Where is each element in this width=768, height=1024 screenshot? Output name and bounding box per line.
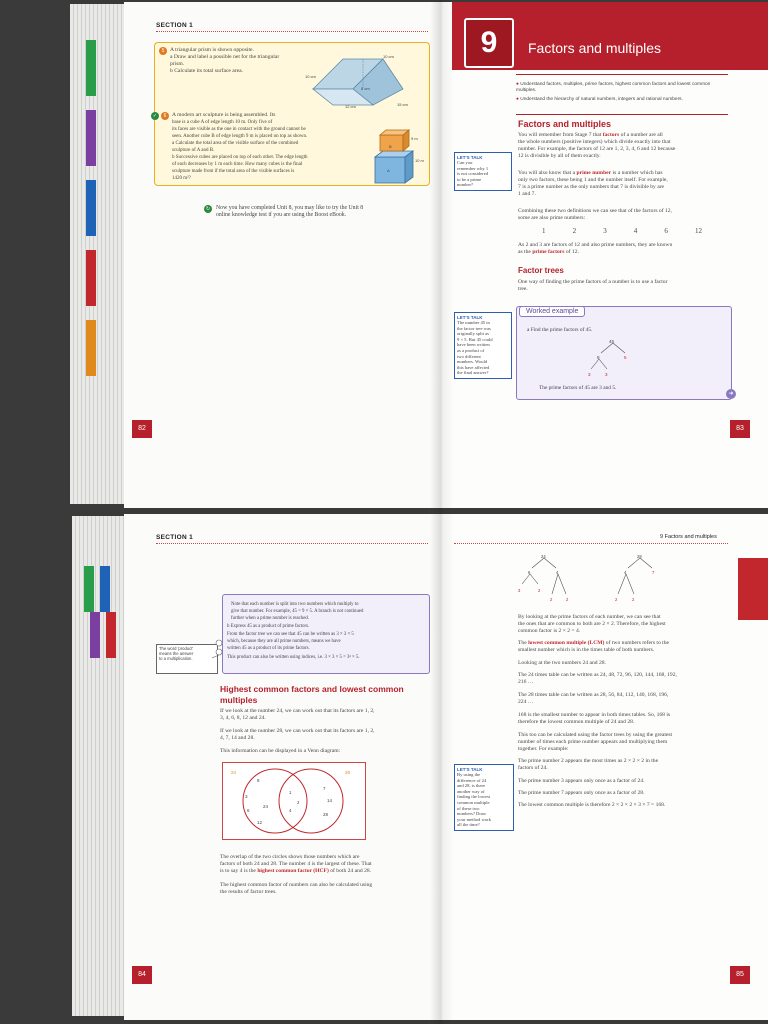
page-83 — [442, 2, 768, 508]
lets-talk-title: LET'S TALK — [457, 155, 483, 160]
p1-e: 12 is divisible by all of them exactly. — [518, 153, 601, 159]
objectives-rule-bottom — [516, 114, 728, 115]
venn-left-12: 12 — [257, 820, 263, 825]
paragraph-1 — [518, 132, 733, 160]
question-6-line-7: b Successive cubes are placed on top of each other. The edge length — [172, 155, 308, 160]
paragraph-8 — [518, 758, 733, 772]
lets-talk-line-6: as a product of — [457, 347, 485, 353]
p2-b: is a number which has — [612, 170, 663, 176]
paragraph-3 — [518, 208, 733, 222]
question-6-line-8: of each decreases by 1 m each time. How many cubes is the final — [172, 162, 303, 167]
cube-a-label: A — [387, 168, 390, 173]
paragraph-11: The lowest common multiple is therefore 2 × 2 × 2 × 3 × 7 = 168. — [518, 802, 666, 808]
question-5-line-2: a Draw and label a possible net for the triangular — [170, 54, 280, 60]
paragraph-3: This information can be displayed in a Venn diagram: — [220, 748, 341, 754]
objective-text-2: Understand the hierarchy of natural numbers, integers and rational numbers. — [520, 97, 683, 102]
lets-talk-line-3: is not considered — [457, 171, 489, 177]
lets-talk-box-2 — [454, 312, 512, 379]
tree28-2a: 2 — [615, 597, 618, 602]
tree24-4: 4 — [556, 570, 559, 575]
paragraph-6 — [518, 712, 733, 726]
venn-left-8: 8 — [257, 778, 260, 783]
page-85 — [442, 514, 768, 1020]
p7-b: number of times each prime number appears and multiplying them — [518, 739, 668, 745]
venn-left-6: 6 — [247, 808, 250, 813]
page-number: 83 — [730, 420, 750, 438]
side-note-line-1: The word 'product' — [159, 646, 194, 651]
venn-label-28: 28 — [345, 770, 351, 775]
paragraph-7 — [518, 732, 733, 753]
p3-a: Combining these two definitions we can see that of the factors of 12, — [518, 208, 672, 214]
factor-3: 3 — [603, 227, 607, 235]
note-line-3: further when a prime number is reached. — [231, 616, 309, 621]
side-note-line-2: means the answer — [159, 651, 194, 657]
note-line-2: give that number. For example, 45 = 9 × 5. A branch is not continued — [231, 609, 364, 614]
p4-d: of both 24 and 28. — [330, 868, 372, 874]
lets-talk-line-7: of these two — [457, 805, 480, 811]
term-factors: factors — [602, 132, 620, 138]
tree24-3: 3 — [518, 588, 521, 593]
venn-right-28: 28 — [323, 812, 329, 817]
note-line-7: written 45 as a product of its prime factors. — [227, 646, 310, 651]
tab-green — [86, 40, 96, 96]
prism-dim-left: 10 cm — [305, 74, 316, 79]
lets-talk-line-10: all the time? — [457, 822, 480, 828]
tab-green — [84, 566, 94, 612]
p4-c: of 12. — [565, 249, 579, 255]
p1-b: the ones that are common to both are 2 × 2. Therefore, the highest — [518, 621, 666, 627]
factor-6: 12 — [694, 227, 702, 235]
side-note-line-3: to a multiplication. — [159, 656, 193, 662]
lets-talk-box-1 — [454, 152, 512, 191]
stacked-cubes-diagram — [367, 127, 427, 185]
p1-d: number. For example, the factors of 12 are 1, 2, 3, 4, 6 and 12 because — [518, 146, 676, 152]
term-lcm: lowest common multiple (LCM) — [528, 640, 605, 646]
ending-line-1: Now you have completed Unit 8, you may like to try the Unit 8 — [216, 205, 364, 211]
spread-pages-84-85 — [0, 512, 768, 1024]
p7-a: This too can be calculated using the factor trees by using the greatest — [518, 732, 673, 738]
venn-both-2: 2 — [297, 800, 300, 805]
prism-dim-base: 12 cm — [345, 104, 356, 109]
tree-node-3b: 3 — [605, 372, 608, 377]
venn-both-1: 1 — [289, 790, 292, 795]
worked-example-result: The prime factors of 45 are 3 and 5. — [539, 385, 617, 391]
lets-talk-line-7: two different — [457, 353, 481, 359]
venn-right-14: 14 — [327, 798, 333, 803]
lets-talk-title: LET'S TALK — [457, 767, 483, 772]
heading-factor-trees: Factor trees — [518, 266, 564, 275]
paragraph-4 — [518, 672, 733, 686]
page-84 — [124, 514, 442, 1020]
p8-b: factors of 24. — [518, 765, 548, 771]
paragraph-1 — [220, 708, 435, 722]
paragraph-4 — [220, 854, 435, 875]
question-box — [154, 42, 430, 186]
objective-text-1: Understand factors, multiples, prime factors, highest common factors and lowest common multiples. — [516, 82, 711, 93]
factor-2: 2 — [572, 227, 577, 235]
chapter-title: Factors and multiples — [528, 40, 662, 56]
lets-talk-line-2: remember why 1 — [457, 165, 489, 171]
p7-c: together. For example: — [518, 746, 569, 752]
lets-talk-line-1: The number 45 in — [457, 320, 490, 325]
tab-purple — [90, 612, 100, 658]
lets-talk-line-9: your method work — [457, 816, 491, 822]
p4-a: The 24 times table can be written as 24, 48, 72, 96, 120, 144, 168, 192, — [518, 672, 677, 678]
factor-1: 1 — [542, 227, 546, 235]
tree24-2b: 2 — [550, 597, 553, 602]
page-82 — [124, 2, 442, 508]
question-5-line-3: prism. — [170, 61, 185, 67]
term-prime-factors: prime factors — [532, 249, 565, 255]
paragraph-10: The prime number 7 appears only once as a factor of 28. — [518, 790, 645, 796]
lets-talk-line-3: and 28, is there — [457, 783, 486, 789]
note-line-6: which, because they are all prime numbers, means we have — [227, 639, 341, 644]
p5-b: 224 … — [518, 699, 534, 705]
p5-a: One way of finding the prime factors of a number is to use a factor — [518, 279, 668, 285]
tree24-2c: 2 — [566, 597, 569, 602]
prism-dim-top: 10 cm — [383, 54, 394, 59]
worked-example-task: a Find the prime factors of 45. — [527, 327, 593, 333]
objectives-rule — [516, 74, 728, 75]
p5-b: tree. — [518, 286, 528, 292]
venn-label-24: 24 — [231, 770, 237, 775]
page-edges — [70, 4, 126, 504]
venn-diagram-frame — [222, 762, 366, 840]
lets-talk-line-4: 9 × 5. But 45 could — [457, 336, 493, 342]
objective-bullet-2: ● Understand the hierarchy of natural numbers, integers and rational numbers. — [516, 97, 683, 102]
paragraph-5 — [518, 692, 733, 706]
paragraph-2 — [220, 728, 435, 742]
venn-left-3: 3 — [245, 794, 248, 799]
tree28-2b: 2 — [632, 597, 635, 602]
p1-b: 3, 4, 6, 8, 12 and 24. — [220, 715, 266, 721]
ending-line-2: online knowledge test if you are using the Boost eBook. — [216, 212, 347, 218]
page-number: 84 — [132, 966, 152, 984]
p2-c: smallest number which is in the times table of both numbers. — [518, 647, 655, 653]
factor-5: 6 — [664, 227, 668, 235]
venn-both-4: 4 — [289, 808, 292, 813]
lets-talk-title: LET'S TALK — [457, 315, 483, 320]
objective-bullet-1: ● Understand factors, multiples, prime factors, highest common factors and lowest common multiples. — [516, 82, 711, 93]
p8-a: The prime number 2 appears the most times as 2 × 2 × 2 in the — [518, 758, 659, 764]
chapter-number-box — [464, 18, 514, 68]
p2-a: You will also know that a — [518, 170, 576, 176]
side-note-box — [156, 644, 218, 674]
tab-blue — [100, 566, 110, 612]
lets-talk-box — [454, 764, 514, 831]
question-5-line-1: A triangular prism is shown opposite. — [170, 47, 254, 53]
tree28-4: 4 — [624, 570, 627, 575]
lets-talk-line-4: another way of — [457, 788, 485, 794]
tab-orange — [86, 320, 96, 376]
lets-talk-line-2: difference of 24 — [457, 777, 487, 783]
p4-a: As 2 and 3 are factors of 12 and also prime numbers, they are known — [518, 242, 673, 248]
p5-b: the results of factor trees. — [220, 889, 277, 895]
paragraph-4 — [518, 242, 733, 256]
lets-talk-line-5: number? — [457, 182, 474, 188]
factors-row — [542, 228, 702, 235]
factor-4: 4 — [633, 227, 638, 235]
lets-talk-line-1: By using the — [457, 772, 481, 777]
p4-b: factors of both 24 and 28. The number 4 is the largest of these. That — [220, 861, 372, 867]
section-label: SECTION 1 — [156, 22, 194, 29]
venn-diagram — [223, 763, 365, 839]
lets-talk-line-3: originally split as — [457, 331, 489, 337]
tree24-2a: 2 — [538, 588, 541, 593]
term-prime-number: prime number — [576, 170, 612, 176]
p2-b: of two numbers refers to the — [605, 640, 670, 646]
worked-example-box — [516, 306, 732, 400]
red-chapter-tab — [738, 558, 768, 620]
tree-node-9: 9 — [597, 355, 600, 360]
tree24-6: 6 — [528, 570, 531, 575]
p2-b: 4, 7, 14 and 28. — [220, 735, 255, 741]
lets-talk-line-8: numbers. Would — [457, 359, 488, 365]
p2-a: The — [518, 640, 527, 646]
note-line-5: From the factor tree we can see that 45 can be written as 3 × 3 × 5 — [227, 632, 354, 637]
page-number: 82 — [132, 420, 152, 438]
note-line-4: b Express 45 as a product of prime factors. — [227, 624, 310, 629]
chapter-number: 9 — [480, 26, 498, 59]
lets-talk-line-2: the factor tree was — [457, 325, 491, 331]
tree-node-45: 45 — [609, 339, 615, 344]
question-6-line-9: sculpture made from if the total area of the visible surfaces is — [172, 169, 295, 174]
paragraph-2 — [518, 640, 733, 654]
term-hcf: highest common factor (HCF) — [257, 868, 329, 874]
tab-red — [106, 612, 116, 658]
note-line-8: This product can also be written using indices, i.e. 3 × 3 × 5 = 3² × 5. — [227, 655, 360, 660]
cube-b-dim: 9 m — [411, 136, 418, 141]
paragraph-5 — [518, 279, 733, 293]
p1-a: You will remember from Stage 7 that — [518, 132, 602, 138]
p1-a: If we look at the number 24, we can work out that its factors are 1, 2, — [220, 708, 375, 714]
lets-talk-line-1: Can you — [457, 160, 473, 165]
lets-talk-line-8: numbers? Draw — [457, 811, 487, 817]
p6-b: therefore the lowest common multiple of 24 and 28. — [518, 719, 635, 725]
question-6-line-1: A modern art sculpture is being assembled. Its — [172, 112, 276, 118]
cube-a-dim: 10 m — [415, 158, 424, 163]
p1-b: of a number are all — [620, 132, 663, 138]
next-arrow-icon[interactable]: ➜ — [726, 389, 736, 399]
p2-e: 1 and 7. — [518, 191, 536, 197]
p1-c: common factor is 2 × 2 = 4. — [518, 628, 581, 634]
lets-talk-line-4: to be a prime — [457, 176, 482, 182]
lets-talk-line-6: common multiple — [457, 799, 490, 805]
p2-a: If we look at the number 28, we can work out that its factors are 1, 2, — [220, 728, 375, 734]
question-5-line-4: b Calculate its total surface area. — [170, 68, 243, 74]
tab-blue — [86, 180, 96, 236]
divider — [156, 543, 428, 544]
heading-hcf-lcm: Highest common factors and lowest common multiples — [220, 684, 404, 705]
question-6-badge-a: ✓ — [152, 113, 158, 119]
venn-left-24: 24 — [263, 804, 269, 809]
paragraph-5 — [220, 882, 435, 896]
tree24-root: 24 — [541, 554, 546, 559]
chapter-banner — [452, 2, 768, 70]
cube-b-label: B — [389, 144, 392, 149]
question-6-line-2: base is a cube A of edge length 10 m. Only five of — [172, 120, 273, 125]
p6-a: 168 is the smallest number to appear in both times tables. So, 168 is — [518, 712, 671, 718]
p1-c: the whole numbers (positive integers) which divide exactly into that — [518, 139, 671, 145]
tree-node-3a: 3 — [588, 372, 591, 377]
p4-a: The overlap of the two circles shows those numbers which are — [220, 854, 360, 860]
p5-a: The 28 times table can be written as 28, 56, 84, 112, 140, 168, 196, — [518, 692, 669, 698]
p1-a: By looking at the prime factors of each number, we can see that — [518, 614, 661, 620]
online-test-icon: ↻ — [205, 206, 211, 212]
p4-b: as the — [518, 249, 531, 255]
prism-dim-side: 15 cm — [397, 102, 408, 107]
tab-purple — [86, 110, 96, 166]
tree28-root: 28 — [637, 554, 642, 559]
p2-c: only two factors, these being 1 and the number itself. For example, — [518, 177, 668, 183]
p5-a: The highest common factor of numbers can also be calculated using — [220, 882, 373, 888]
p3-b: some are also prime numbers: — [518, 215, 586, 221]
worked-example-continued — [222, 594, 430, 674]
tab-red — [86, 250, 96, 306]
tree28-7: 7 — [652, 570, 655, 575]
note-line-1: Note that each number is split into two numbers which multiply to — [231, 602, 359, 607]
heading-factors-and-multiples: Factors and multiples — [518, 119, 612, 129]
callout-connector — [212, 638, 226, 668]
question-6-line-10: 1420 m²? — [172, 176, 191, 181]
worked-example-title: Worked example — [519, 306, 585, 317]
tree-node-5: 5 — [624, 355, 627, 360]
p2-d: 7 is a prime number as the only numbers that 7 is divisible by are — [518, 184, 665, 190]
lets-talk-line-5: finding the lowest — [457, 794, 491, 800]
question-6-line-3: its faces are visible as the one in contact with the ground cannot be — [172, 127, 306, 132]
prism-dim-height: 8 cm — [361, 86, 370, 91]
lets-talk-line-5: have been written — [457, 342, 490, 348]
question-5-badge: 5 — [159, 47, 167, 55]
paragraph-2 — [518, 170, 733, 198]
divider — [454, 543, 728, 544]
p4-b: 216 … — [518, 679, 534, 685]
lets-talk-line-10: the final answer? — [457, 370, 489, 376]
section-label: SECTION 1 — [156, 534, 194, 541]
question-6-badge: 6 — [161, 112, 169, 120]
venn-right-7: 7 — [323, 786, 326, 791]
divider — [156, 31, 428, 32]
lets-talk-line-9: this have affected — [457, 364, 490, 370]
question-6-line-6: sculpture of A and B. — [172, 148, 215, 153]
paragraph-1 — [518, 614, 733, 635]
question-6-line-4: seen. Another cube B of edge length 9 m is placed on top as shown. — [172, 134, 308, 139]
page-number: 85 — [730, 966, 750, 984]
question-6-line-5: a Calculate the total area of the visible surface of the combined — [172, 141, 299, 146]
running-header: 9 Factors and multiples — [660, 534, 717, 540]
paragraph-9: The prime number 3 appears only once as a factor of 24. — [518, 778, 645, 784]
paragraph-3: Looking at the two numbers 24 and 28. — [518, 660, 606, 666]
p4-c: is to say 4 is the — [220, 868, 256, 874]
